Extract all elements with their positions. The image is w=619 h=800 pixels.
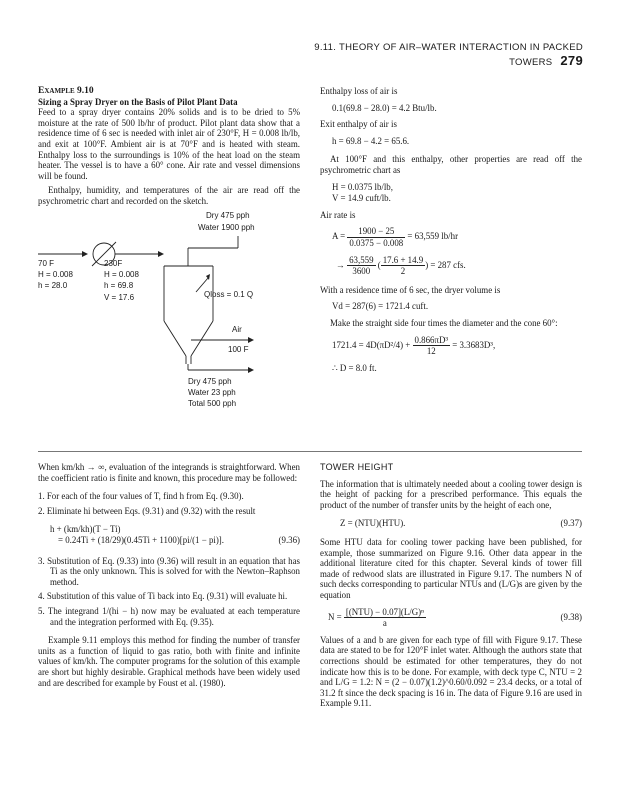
flow-rate-den: 3600 (352, 266, 371, 277)
sketch-ambient-hh: h = 28.0 (38, 281, 68, 290)
volume-eq: V = 14.9 cuft/lb. (332, 193, 391, 204)
fill-values-text: Values of a and b are given for each type of fill with Figure 9.17. These data are stated to be for 120°F inlet water. Although the authors state that corrections should be estimated for other temperatures, they do not indicate how this is to be done. For example, with deck type C, NTU = 2 and L/G = 1.2: N = (2 − 0.07)(1.2)^0.60/0.092 = 23.4 decks, or a total of 31.2 ft since the deck spacing is 16 in. The data of Figure 9.16 are used in Example 9.11. (320, 634, 582, 709)
enthalpy-loss-eq: 0.1(69.8 − 28.0) = 4.2 Btu/lb. (332, 102, 437, 113)
flow-rate-pden: 2 (400, 266, 406, 277)
sketch-feed-dry: Dry 475 pph (206, 211, 250, 220)
air-rate-eq (332, 226, 582, 248)
sketch-feed-water: Water 1900 pph (198, 223, 255, 232)
flow-rate-result: = 287 cfs. (430, 259, 466, 270)
running-header (248, 42, 583, 68)
flow-rate-num: 63,559 (349, 254, 374, 265)
eq-9-36-number: (9.36) (278, 534, 300, 545)
step-2: 2. Eliminate hi between Eqs. (9.31) and (9.32) with the result (38, 505, 256, 516)
flow-rate-eq: → $\frac{63,559}{3600}$ ( $\frac{17.6 + 14.9}{2}$ ) = 287 cfs. (336, 254, 466, 277)
sketch-air-out-t: 100 F (228, 345, 249, 354)
tower-height-block (320, 462, 582, 713)
example-block (38, 86, 300, 211)
geometry-text: Make the straight side four times the diameter and the cone 60°: (330, 317, 558, 328)
equation-9-38 (328, 607, 582, 629)
step-5: 5. The integrand 1/(hi − h) now may be evaluated at each temperature and the integration performed with Eq. (9.35). (38, 605, 300, 627)
example-label: Example 9.10 (38, 86, 94, 96)
sketch-heated-v: V = 17.6 (104, 293, 135, 302)
page-number: 279 (560, 53, 583, 68)
sketch-prod-water: Water 23 pph (188, 388, 236, 397)
procedure-block (38, 462, 300, 692)
diameter-result: ∴ D = 8.0 ft. (332, 362, 377, 373)
example-para-1: Feed to a spray dryer contains 20% solids and is to be dried to 5% moisture at the rate of 500 lb/hr of product. Pilot plant data show that a residence time of 6 sec is needed with inlet air of 230°F, H = 0.008 lb/lb, and exit at 100°F. Ambient air is at 70°F and is heated with steam. Enthalpy loss to the surroundings is 10% of the heat load on the steam heater. The vessel is to have a 60° cone. Air rate and vessel dimensions will be found. (38, 107, 300, 181)
vol-geom-den: 12 (426, 346, 436, 357)
humidity-eq: H = 0.0375 lb/lb, (332, 181, 393, 192)
example-solution (320, 86, 582, 379)
step-4: 4. Substitution of this value of Ti back into Eq. (9.31) will evaluate hi. (38, 591, 288, 602)
air-rate-lhs: A = (332, 231, 346, 242)
sketch-heated-h: H = 0.008 (104, 270, 139, 279)
eq-9-38-number: (9.38) (560, 612, 582, 623)
vol-geom-lhs: 1721.4 = 4D(πD²/4) + (332, 339, 411, 350)
procedure-intro: When km/kh → ∞, evaluation of the integrands is straightforward. When the coefficient ratio is finite and known, this procedure may be followed: (38, 462, 300, 483)
air-rate-result: = 63,559 lb/hr (407, 231, 459, 242)
flow-rate-pnum: 17.6 + 14.9 (382, 254, 424, 265)
exit-enthalpy-intro: Exit enthalpy of air is (320, 119, 397, 130)
enthalpy-loss-intro: Enthalpy loss of air is (320, 86, 398, 96)
sketch-prod-total: Total 500 pph (188, 399, 237, 408)
sketch-ambient-h: H = 0.008 (38, 270, 73, 279)
psychro-text: At 100°F and this enthalpy, other properties are read off the psychrometric chart as (320, 154, 582, 175)
equation-9-36 (50, 524, 300, 545)
volume-geometry-eq (332, 335, 582, 357)
eq-9-37-number: (9.37) (560, 518, 582, 529)
eq-9-37-body: Z = (NTU)(HTU). (340, 518, 406, 529)
eq-9-38-lhs: N = (328, 611, 342, 622)
equation-9-37 (340, 518, 582, 529)
exit-enthalpy-eq: h = 69.8 − 4.2 = 65.6. (332, 135, 410, 146)
eq-9-38-num: [(NTU) − 0.07](L/G)ⁿ (345, 606, 424, 617)
sketch-heated-hh: h = 69.8 (104, 281, 134, 290)
eq-9-38-den: a (382, 618, 387, 629)
section-divider (38, 451, 582, 452)
residence-text: With a residence time of 6 sec, the dryer volume is (320, 284, 501, 295)
htu-data-text: Some HTU data for cooling tower packing have been published, for example, those summarized on Figure 9.16. Other data appear in the additional literature cited for this chapter. Several kinds of tower fill made of redwood slats are illustrated in Figure 9.17. The numbers N of such decks corresponding to particular NTUs and (L/G)s are given by the equation (320, 536, 582, 600)
sketch-qloss: Qloss = 0.1 Q (204, 290, 254, 299)
vol-geom-num: 0.866πD³ (414, 334, 449, 345)
air-rate-intro: Air rate is (320, 209, 356, 220)
spray-dryer-sketch (38, 206, 303, 446)
dryer-volume-eq: Vd = 287(6) = 1721.4 cuft. (332, 301, 429, 312)
flow-rate-arrow: → (336, 259, 345, 270)
sketch-air-out: Air (232, 325, 242, 334)
vol-geom-result: = 3.3683D³, (452, 339, 496, 350)
eq-9-36-line-2: = 0.24Ti + (18/29)(0.45Ti + 1100)[pi/(1 − pi)]. (58, 534, 224, 545)
example-9-11-text: Example 9.11 employs this method for finding the number of transfer units as a function of liquid to gas ratio, both with finite and infinite values of km/kh. The computer programs for the solution of this example are short but highly desirable. Graphical methods have been widely used and are described for example by Foust et al. (1980). (38, 635, 300, 688)
air-rate-num: 1900 − 25 (347, 226, 405, 238)
step-3: 3. Substitution of Eq. (9.33) into (9.36) will result in an equation that has Ti as the only unknown. This is solved for with the Newton–Raphson method. (38, 555, 300, 587)
example-para-2: Enthalpy, humidity, and temperatures of the air are read off the psychrometric chart and recorded on the sketch. (38, 185, 300, 206)
example-title: Sizing a Spray Dryer on the Basis of Pilot Plant Data (38, 96, 238, 107)
air-rate-den: 0.0375 − 0.008 (349, 237, 404, 248)
running-title: 9.11. THEORY OF AIR–WATER INTERACTION IN PACKED TOWERS (314, 42, 583, 68)
tower-height-intro: The information that is ultimately needed about a cooling tower design is the height of packing for a prescribed performance. This equals the product of the number of transfer units by the height of each one, (320, 478, 582, 510)
eq-9-36-line-1: h + (km/kh)(T − Ti) (50, 524, 121, 535)
step-1: 1. For each of the four values of T, find h from Eq. (9.30). (38, 491, 244, 502)
sketch-ambient-t: 70 F (38, 259, 55, 268)
sketch-heated-t: 230F (104, 259, 123, 268)
sketch-prod-dry: Dry 475 pph (188, 377, 232, 386)
section-heading: TOWER HEIGHT (320, 462, 394, 472)
